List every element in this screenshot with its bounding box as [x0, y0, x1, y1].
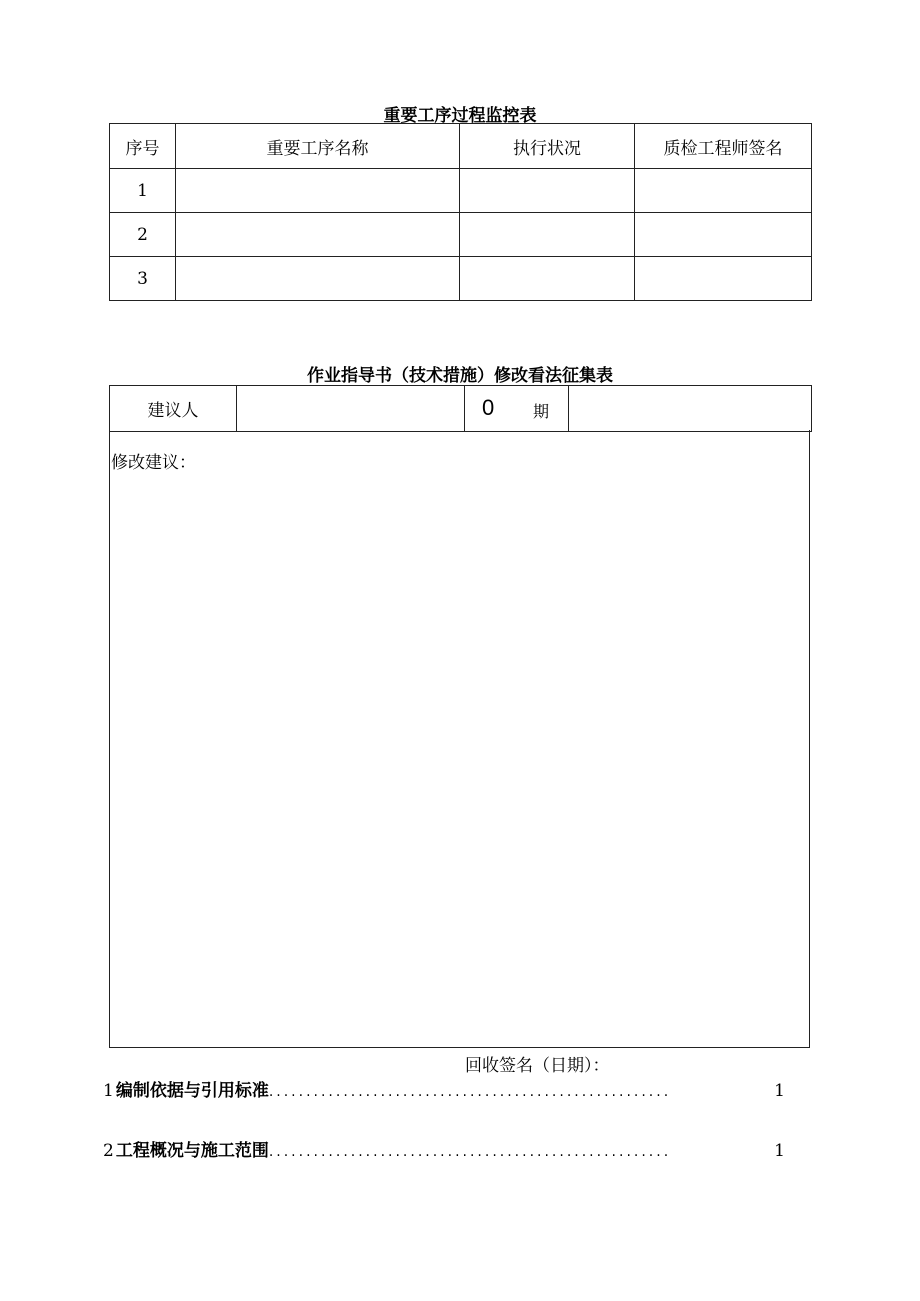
row-no: 2 [110, 213, 176, 257]
row-status-cell[interactable] [460, 257, 635, 301]
toc-leader: ...................................................... [268, 1084, 672, 1100]
header-signature: 质检工程师签名 [635, 124, 812, 169]
row-process-name-cell[interactable] [176, 213, 460, 257]
toc-page: 1 [774, 1081, 785, 1101]
feedback-form-header [109, 385, 812, 432]
monitor-table [109, 123, 812, 301]
toc-entry[interactable] [103, 1136, 785, 1161]
toc-number: 2 [103, 1141, 114, 1161]
row-signature-cell[interactable] [635, 213, 812, 257]
date-field[interactable] [569, 386, 812, 432]
toc-title: 编制依据与引用标准 [115, 1081, 269, 1101]
row-no: 1 [110, 169, 176, 213]
row-status-cell[interactable] [460, 169, 635, 213]
date-label: 期 [533, 402, 550, 421]
return-signature-label: 回收签名（日期）： [465, 1056, 610, 1076]
table-row [110, 213, 812, 257]
row-signature-cell[interactable] [635, 169, 812, 213]
feedback-header-row [110, 386, 812, 432]
table-row [110, 169, 812, 213]
suggestion-box[interactable] [109, 430, 810, 1048]
suggestion-label: 修改建议： [111, 453, 196, 473]
toc-number: 1 [103, 1081, 114, 1101]
row-status-cell[interactable] [460, 213, 635, 257]
header-process-name: 重要工序名称 [176, 124, 460, 169]
toc-entry[interactable] [103, 1076, 785, 1101]
row-signature-cell[interactable] [635, 257, 812, 301]
table-header-row [110, 124, 812, 169]
proposer-field[interactable] [237, 386, 465, 432]
row-process-name-cell[interactable] [176, 257, 460, 301]
header-status: 执行状况 [460, 124, 635, 169]
feedback-form-title: 作业指导书（技术措施）修改看法征集表 [307, 366, 613, 386]
date-label-cell [465, 386, 569, 432]
toc-page: 1 [774, 1141, 785, 1161]
table-row [110, 257, 812, 301]
row-no: 3 [110, 257, 176, 301]
row-process-name-cell[interactable] [176, 169, 460, 213]
toc-title: 工程概况与施工范围 [115, 1141, 269, 1161]
toc-leader: ...................................................... [268, 1144, 672, 1160]
header-no: 序号 [110, 124, 176, 169]
monitor-table-title: 重要工序过程监控表 [383, 106, 537, 126]
proposer-label: 建议人 [110, 386, 237, 432]
date-glyph: 0 [482, 395, 495, 420]
